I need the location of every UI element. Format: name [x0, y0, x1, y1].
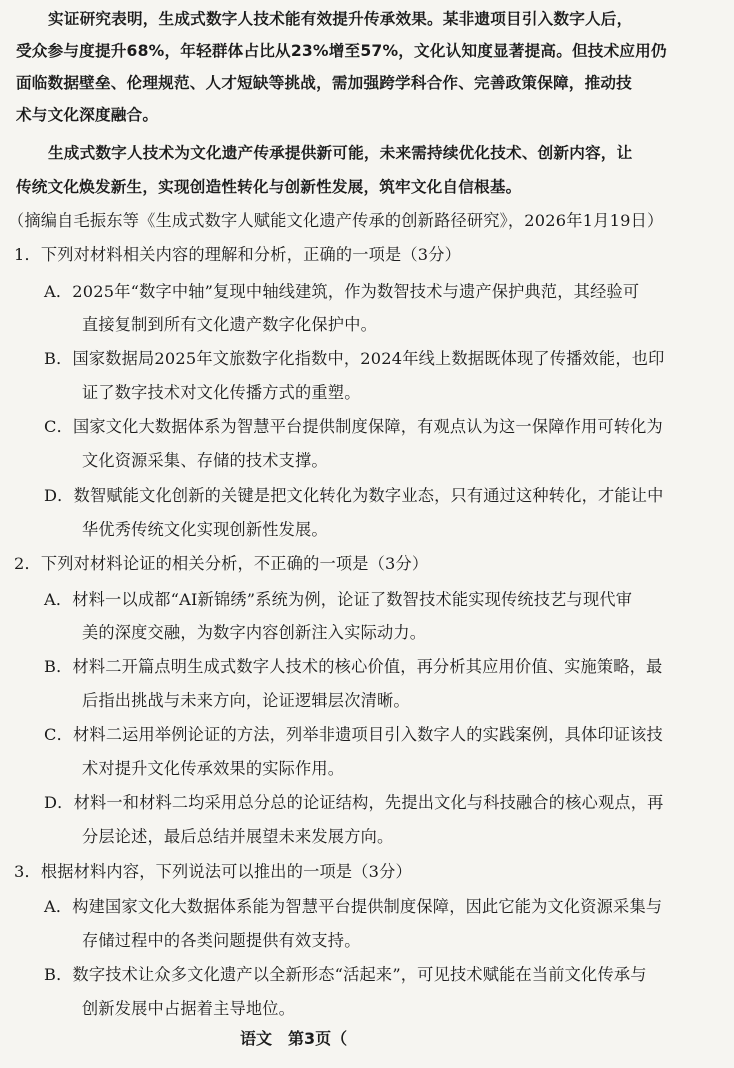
option-a: A．材料一以成都“AI新锦绣”系统为例，论证了数智技术能实现传统技艺与现代审 [44, 590, 633, 609]
question-stem: 1．下列对材料相关内容的理解和分析，正确的一项是（3分） [14, 245, 462, 264]
option-b: B．材料二开篇点明生成式数字人技术的核心价值，再分析其应用价值、实施策略，最 [44, 657, 663, 676]
material-line: 传统文化焕发新生，实现创造性转化与创新性发展，筑牢文化自信根基。 [16, 178, 522, 196]
material-line: 生成式数字人技术为文化遗产传承提供新可能，未来需持续优化技术、创新内容，让 [48, 144, 633, 162]
option-d: D．材料一和材料二均采用总分总的论证结构，先提出文化与科技融合的核心观点，再 [44, 793, 664, 812]
option-a-cont: 美的深度交融，为数字内容创新注入实际动力。 [82, 623, 427, 642]
option-a: A．2025年“数字中轴”复现中轴线建筑，作为数智技术与遗产保护典范，其经验可 [44, 282, 640, 301]
option-a-cont: 存储过程中的各类问题提供有效支持。 [82, 931, 361, 950]
material-line: 实证研究表明，生成式数字人技术能有效提升传承效果。某非遗项目引入数字人后， [48, 10, 633, 28]
option-b-cont: 后指出挑战与未来方向，论证逻辑层次清晰。 [82, 691, 410, 710]
question-stem: 3．根据材料内容，下列说法可以推出的一项是（3分） [14, 862, 412, 881]
source-citation: （摘编自毛振东等《生成式数字人赋能文化遗产传承的创新路径研究》，2026年1月19日） [8, 211, 664, 230]
option-b: B．数字技术让众多文化遗产以全新形态“活起来”，可见技术赋能在当前文化传承与 [44, 965, 647, 984]
option-c-cont: 文化资源采集、存储的技术支撑。 [82, 451, 328, 470]
option-b-cont: 证了数字技术对文化传播方式的重塑。 [82, 383, 361, 402]
option-a: A．构建国家文化大数据体系能为智慧平台提供制度保障，因此它能为文化资源采集与 [44, 897, 663, 916]
option-d-cont: 华优秀传统文化实现创新性发展。 [82, 520, 328, 539]
option-a-cont: 直接复制到所有文化遗产数字化保护中。 [82, 315, 377, 334]
option-c: C．材料二运用举例论证的方法，列举非遗项目引入数字人的实践案例，具体印证该技 [44, 725, 663, 744]
material-line: 受众参与度提升68%，年轻群体占比从23%增至57%，文化认知度显著提高。但技术应用仍 [16, 42, 667, 60]
option-d-cont: 分层论述，最后总结并展望未来发展方向。 [82, 827, 394, 846]
material-line: 面临数据壁垒、伦理规范、人才短缺等挑战，需加强跨学科合作、完善政策保障，推动技 [16, 74, 632, 92]
option-b-cont: 创新发展中占据着主导地位。 [82, 999, 296, 1018]
page-footer: 语文 第3页（ [240, 1029, 348, 1048]
material-line: 术与文化深度融合。 [16, 106, 159, 124]
option-d: D．数智赋能文化创新的关键是把文化转化为数字业态，只有通过这种转化，才能让中 [44, 486, 664, 505]
option-c: C．国家文化大数据体系为智慧平台提供制度保障，有观点认为这一保障作用可转化为 [44, 417, 663, 436]
option-c-cont: 术对提升文化传承效果的实际作用。 [82, 759, 345, 778]
question-stem: 2．下列对材料论证的相关分析，不正确的一项是（3分） [14, 554, 429, 573]
option-b: B．国家数据局2025年文旅数字化指数中，2024年线上数据既体现了传播效能，也印 [44, 349, 665, 368]
